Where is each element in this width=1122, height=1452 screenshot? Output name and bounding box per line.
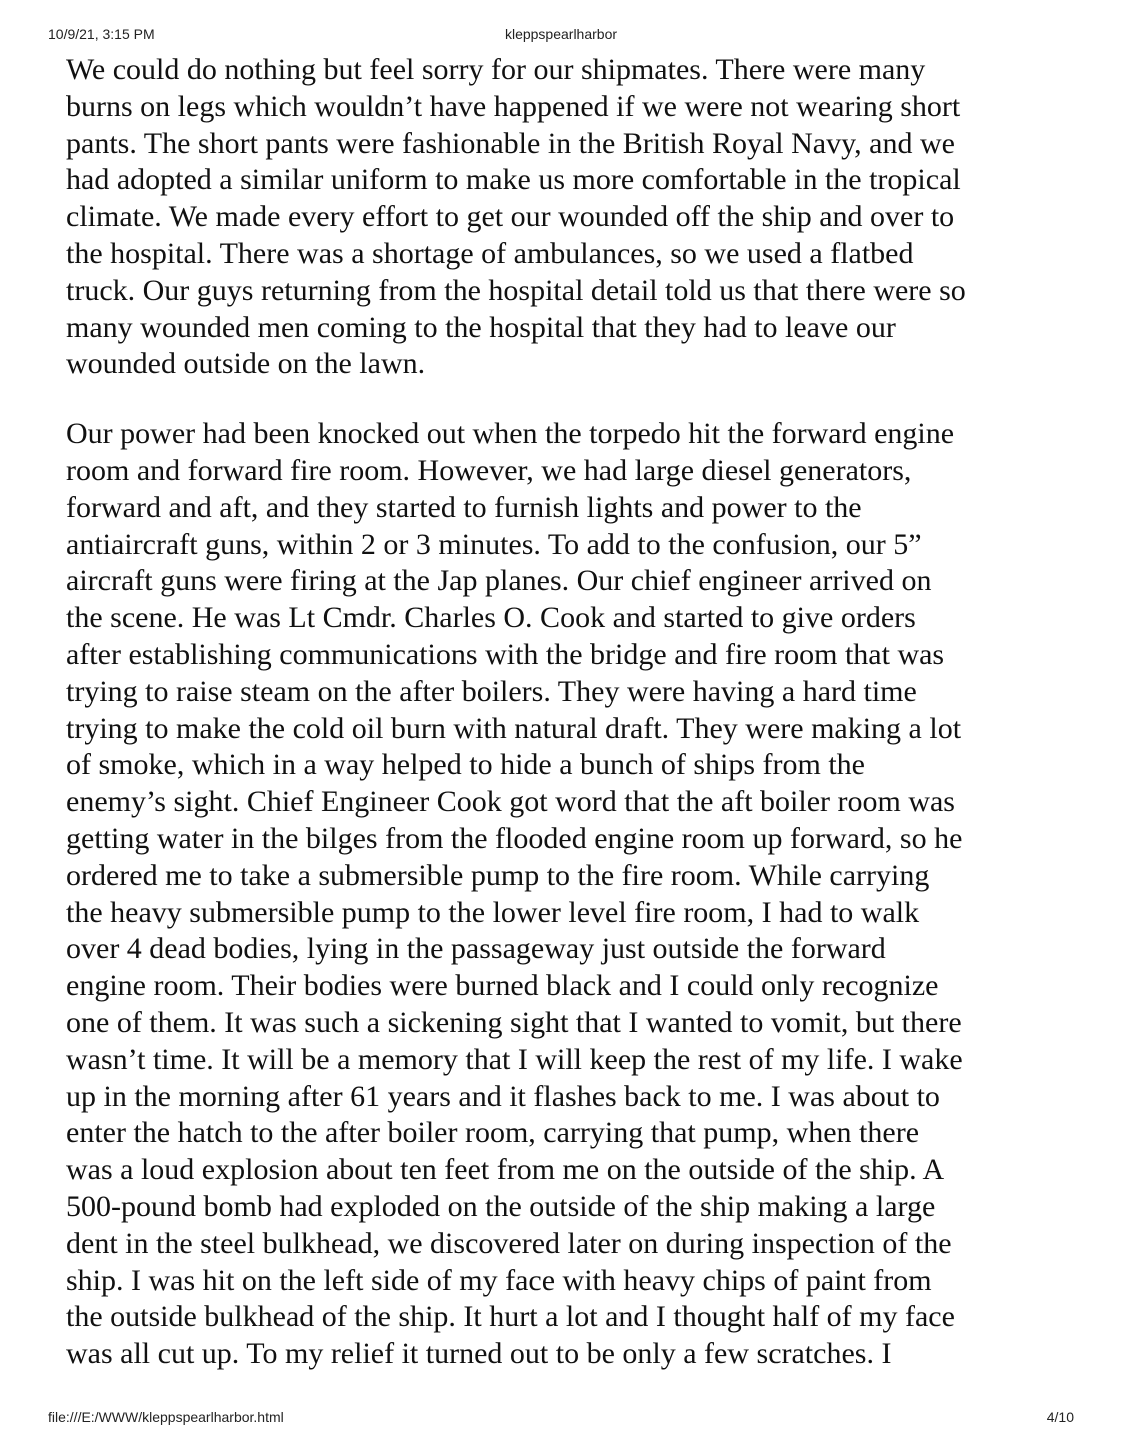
- text-line: enter the hatch to the after boiler room, carrying that pump, when there: [66, 1116, 920, 1150]
- text-line: dent in the steel bulkhead, we discovered later on during inspection of the: [66, 1226, 952, 1260]
- text-line: trying to make the cold oil burn with natural draft. They were making a lot: [66, 711, 962, 745]
- paragraph-1: [66, 52, 966, 383]
- paragraph-2: [66, 416, 966, 1373]
- text-line: wasn’t time. It will be a memory that I will keep the rest of my life. I wake: [66, 1042, 963, 1076]
- text-line: 500-pound bomb had exploded on the outside of the ship making a large: [66, 1189, 936, 1223]
- text-line: getting water in the bilges from the flooded engine room up forward, so he: [66, 821, 963, 855]
- text-line: the heavy submersible pump to the lower level fire room, I had to walk: [66, 895, 920, 929]
- text-line: ship. I was hit on the left side of my face with heavy chips of paint from: [66, 1263, 932, 1297]
- paragraph-gap: [66, 383, 966, 416]
- text-line: antiaircraft guns, within 2 or 3 minutes. To add to the confusion, our 5”: [66, 527, 922, 561]
- text-line: burns on legs which wouldn’t have happened if we were not wearing short: [66, 89, 961, 123]
- text-line: of smoke, which in a way helped to hide a bunch of ships from the: [66, 748, 865, 782]
- text-line: had adopted a similar uniform to make us more comfortable in the tropical: [66, 163, 961, 197]
- print-header-title: kleppspearlharbor: [504, 26, 618, 42]
- text-line: the scene. He was Lt Cmdr. Charles O. Cook and started to give orders: [66, 601, 916, 635]
- document-body: [66, 52, 966, 1373]
- text-line: ordered me to take a submersible pump to the fire room. While carrying: [66, 858, 930, 892]
- print-header-datetime: 10/9/21, 3:15 PM: [48, 26, 155, 42]
- text-line: the hospital. There was a shortage of ambulances, so we used a flatbed: [66, 236, 914, 270]
- text-line: climate. We made every effort to get our wounded off the ship and over to: [66, 200, 955, 234]
- text-line: enemy’s sight. Chief Engineer Cook got word that the aft boiler room was: [66, 785, 955, 819]
- text-line: We could do nothing but feel sorry for our shipmates. There were many: [66, 53, 926, 86]
- text-line: over 4 dead bodies, lying in the passageway just outside the forward: [66, 932, 886, 966]
- text-line: trying to raise steam on the after boilers. They were having a hard time: [66, 674, 917, 708]
- text-line: the outside bulkhead of the ship. It hurt a lot and I thought half of my face: [66, 1300, 955, 1334]
- text-line: Our power had been knocked out when the torpedo hit the forward engine: [66, 417, 955, 451]
- text-line: many wounded men coming to the hospital that they had to leave our: [66, 310, 896, 344]
- text-line: was a loud explosion about ten feet from me on the outside of the ship. A: [66, 1153, 945, 1187]
- text-line: was all cut up. To my relief it turned out to be only a few scratches. I: [66, 1337, 892, 1371]
- text-line: pants. The short pants were fashionable in the British Royal Navy, and we: [66, 126, 955, 160]
- print-footer-url: file:///E:/WWW/kleppspearlharbor.html: [48, 1409, 284, 1425]
- text-line: engine room. Their bodies were burned black and I could only recognize: [66, 969, 939, 1003]
- text-line: after establishing communications with the bridge and fire room that was: [66, 637, 945, 671]
- text-line: forward and aft, and they started to furnish lights and power to the: [66, 490, 862, 524]
- text-line: truck. Our guys returning from the hospital detail told us that there were so: [66, 273, 966, 307]
- text-line: wounded outside on the lawn.: [66, 347, 426, 381]
- print-footer-page-number: 4/10: [1046, 1409, 1074, 1425]
- text-line: one of them. It was such a sickening sight that I wanted to vomit, but there: [66, 1005, 962, 1039]
- text-line: room and forward fire room. However, we had large diesel generators,: [66, 453, 912, 487]
- text-line: aircraft guns were firing at the Jap planes. Our chief engineer arrived on: [66, 564, 932, 598]
- text-line: up in the morning after 61 years and it flashes back to me. I was about to: [66, 1079, 940, 1113]
